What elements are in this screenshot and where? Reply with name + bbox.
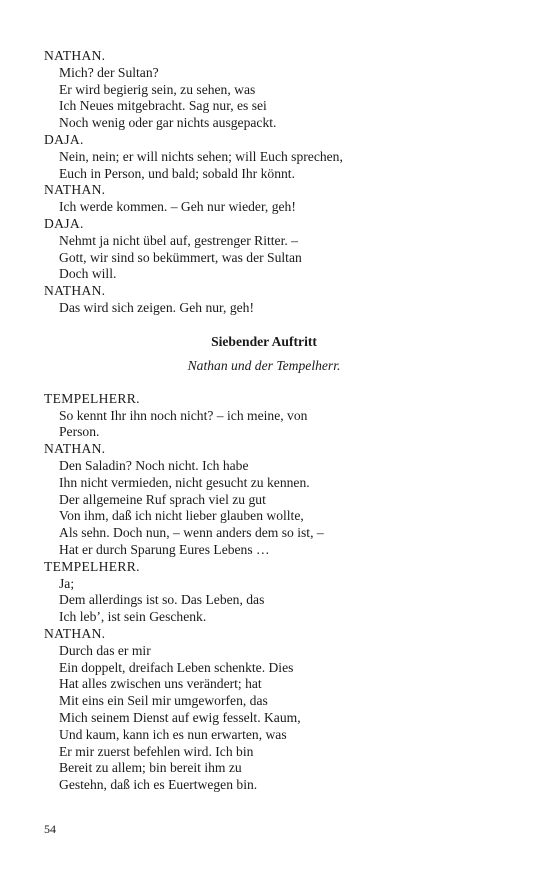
verse-line: Ihn nicht vermieden, nicht gesucht zu kennen.: [59, 474, 310, 490]
verse-line: Den Saladin? Noch nicht. Ich habe: [59, 458, 249, 474]
verse-line: Hat alles zwischen uns verändert; hat: [59, 676, 262, 692]
direction-spacer: [44, 375, 514, 391]
play-text: [44, 48, 514, 794]
verse-line: Ich leb’, ist sein Geschenk.: [59, 609, 207, 625]
verse-line: Doch will.: [59, 266, 117, 282]
speaker-name: NATHAN.: [44, 48, 106, 63]
stage-direction: Nathan und der Tempelherr.: [187, 358, 341, 374]
verse-line: Bereit zu allem; bin bereit ihm zu: [59, 760, 242, 776]
verse-line: Der allgemeine Ruf sprach viel zu gut: [59, 491, 266, 507]
verse-line: Durch das er mir: [59, 642, 151, 658]
verse-line: Euch in Person, und bald; sobald Ihr könnt.: [59, 165, 295, 181]
dialogue-block-1: [44, 48, 514, 317]
verse-line: Ich Neues mitgebracht. Sag nur, es sei: [59, 98, 267, 114]
verse-line: Nein, nein; er will nichts sehen; will Euch sprechen,: [59, 148, 343, 164]
verse-line: Ja;: [59, 575, 75, 591]
verse-line: Hat er durch Sparung Eures Lebens …: [59, 542, 270, 558]
dialogue-block-2: [44, 391, 514, 794]
speaker-name: DAJA.: [44, 131, 84, 147]
heading-spacer: [44, 351, 514, 358]
verse-line: Mit eins ein Seil mir umgeworfen, das: [59, 693, 268, 709]
speaker-name: NATHAN.: [44, 283, 106, 299]
verse-line: Gestehn, daß ich es Euertwegen bin.: [59, 777, 258, 793]
verse-line: Das wird sich zeigen. Geh nur, geh!: [59, 299, 254, 315]
verse-line: Von ihm, daß ich nicht lieber glauben wollte,: [59, 508, 304, 524]
verse-line: Nehmt ja nicht übel auf, gestrenger Ritter. –: [59, 232, 298, 248]
verse-line: Ein doppelt, dreifach Leben schenkte. Dies: [59, 659, 294, 675]
verse-line: Als sehn. Doch nun, – wenn anders dem so ist, –: [59, 525, 324, 541]
verse-line: Er wird begierig sein, zu sehen, was: [59, 81, 256, 97]
verse-line: So kennt Ihr ihn noch nicht? – ich meine, von: [59, 407, 308, 423]
section-spacer: [44, 317, 514, 335]
speaker-name: TEMPELHERR.: [44, 390, 140, 406]
verse-line: Mich? der Sultan?: [59, 64, 159, 80]
verse-line: Ich werde kommen. – Geh nur wieder, geh!: [59, 199, 296, 215]
verse-line: Person.: [59, 424, 100, 440]
verse-line: Und kaum, kann ich es nun erwarten, was: [59, 726, 287, 742]
speaker-name: NATHAN.: [44, 182, 106, 198]
speaker-name: TEMPELHERR.: [44, 558, 140, 574]
verse-line: Er mir zuerst befehlen wird. Ich bin: [59, 743, 254, 759]
page-number: 54: [44, 822, 56, 836]
speaker-name: NATHAN.: [44, 441, 106, 457]
speaker-name: DAJA.: [44, 215, 84, 231]
scene-heading: Siebender Auftritt: [211, 334, 317, 350]
speaker-name: NATHAN.: [44, 626, 106, 641]
verse-line: Dem allerdings ist so. Das Leben, das: [59, 592, 265, 608]
verse-line: Noch wenig oder gar nichts ausgepackt.: [59, 115, 277, 131]
verse-line: Gott, wir sind so bekümmert, was der Sultan: [59, 249, 302, 265]
verse-line: Mich seinem Dienst auf ewig fesselt. Kaum,: [59, 709, 301, 725]
